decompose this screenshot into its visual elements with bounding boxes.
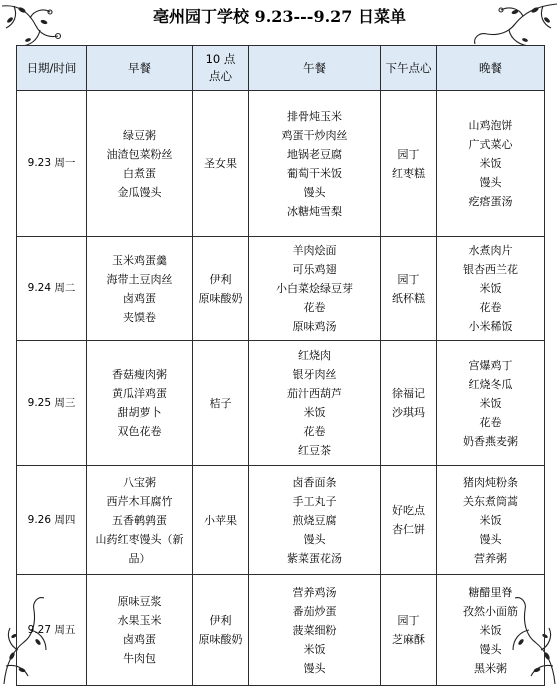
lunch-item: 花卷 [303, 301, 326, 314]
dinner-item: 馒头 [479, 532, 502, 546]
page-title: 亳州园丁学校 9.23---9.27 日菜单 [152, 7, 406, 26]
afternoon-snack-item: 芝麻酥 [392, 633, 425, 646]
header-morning-snack-line1: 10 点 [205, 52, 236, 66]
lunch-item: 米饭 [303, 642, 326, 656]
header-lunch: 午餐 [249, 46, 381, 91]
lunch-item: 营养鸡汤 [292, 585, 337, 599]
afternoon-snack-item: 沙琪玛 [392, 406, 425, 419]
dinner-item: 米饭 [479, 623, 502, 637]
lunch-item: 卤香面条 [292, 475, 337, 489]
afternoon-snack-cell [381, 575, 437, 686]
day-cell: 9.23 周一 [17, 91, 87, 237]
lunch-item: 鸡蛋干炒肉丝 [281, 128, 348, 142]
dinner-item: 米饭 [479, 157, 502, 170]
header-row [17, 46, 545, 91]
breakfast-item: 玉米鸡蛋羹 [112, 253, 167, 267]
breakfast-cell [87, 466, 193, 575]
breakfast-item: 双色花卷 [117, 425, 162, 438]
lunch-cell [249, 237, 381, 341]
lunch-item: 红烧肉 [298, 349, 331, 362]
dinner-item: 水煮肉片 [468, 244, 513, 257]
dinner-item: 馒头 [479, 642, 502, 656]
dinner-item: 糖醋里脊 [468, 585, 513, 599]
lunch-item: 可乐鸡翅 [292, 263, 337, 276]
morning-snack-cell [193, 466, 249, 575]
header-afternoon-snack: 下午点心 [381, 46, 437, 91]
menu-row [17, 466, 545, 575]
lunch-item: 煎烧豆腐 [292, 513, 337, 527]
afternoon-snack-item: 杏仁饼 [392, 523, 425, 536]
breakfast-item: 八宝粥 [123, 475, 156, 489]
menu-row [17, 575, 545, 686]
dinner-item: 疙瘩蛋汤 [468, 195, 513, 208]
breakfast-item: 海带土豆肉丝 [106, 272, 173, 286]
lunch-item: 馒头 [303, 532, 326, 546]
menu-row [17, 237, 545, 341]
lunch-cell [249, 575, 381, 686]
lunch-item: 馒头 [303, 661, 326, 675]
menu-row [17, 341, 545, 466]
dinner-item: 花卷 [479, 301, 502, 314]
lunch-item: 馒头 [303, 185, 326, 199]
breakfast-item: 金瓜馒头 [117, 185, 162, 199]
dinner-item: 花卷 [479, 415, 502, 429]
dinner-item: 关东煮筒蒿 [463, 494, 518, 508]
dinner-item: 山鸡泡饼 [468, 119, 513, 132]
breakfast-item: 黄瓜洋鸡蛋 [112, 387, 167, 400]
day-cell: 9.24 周二 [17, 237, 87, 341]
afternoon-snack-cell [381, 466, 437, 575]
dinner-item: 米饭 [479, 513, 502, 527]
morning-snack-item: 桔子 [209, 396, 232, 410]
morning-snack-item: 圣女果 [204, 157, 237, 170]
dinner-cell [437, 237, 545, 341]
breakfast-cell [87, 575, 193, 686]
breakfast-cell [87, 237, 193, 341]
dinner-cell [437, 341, 545, 466]
lunch-item: 紫菜蛋花汤 [287, 551, 342, 565]
morning-snack-cell [193, 91, 249, 237]
breakfast-item: 品） [128, 551, 151, 565]
dinner-item: 广式菜心 [468, 138, 513, 151]
morning-snack-item: 原味酸奶 [198, 291, 243, 305]
day-cell: 9.27 周五 [17, 575, 87, 686]
header-breakfast: 早餐 [87, 46, 193, 91]
dinner-item: 馒头 [479, 176, 502, 189]
lunch-cell [249, 91, 381, 237]
lunch-item: 番茄炒蛋 [292, 604, 337, 618]
lunch-item: 银牙肉丝 [292, 368, 337, 381]
header-dinner: 晚餐 [437, 46, 545, 91]
morning-snack-item: 伊利 [209, 614, 232, 627]
day-cell: 9.25 周三 [17, 341, 87, 466]
dinner-item: 米饭 [479, 282, 502, 295]
breakfast-item: 夹馍卷 [123, 310, 156, 324]
lunch-item: 排骨炖玉米 [287, 109, 342, 123]
breakfast-cell [87, 341, 193, 466]
afternoon-snack-item: 纸杯糕 [392, 291, 425, 305]
dinner-item: 黑米粥 [474, 661, 507, 675]
lunch-item: 葡萄干米饭 [287, 166, 342, 180]
morning-snack-cell [193, 341, 249, 466]
lunch-item: 花卷 [303, 425, 326, 438]
dinner-item: 小米稀饭 [468, 320, 513, 333]
lunch-item: 红豆茶 [298, 444, 331, 457]
breakfast-item: 西芹木耳腐竹 [106, 494, 173, 508]
dinner-item: 奶香燕麦粥 [463, 434, 518, 448]
lunch-item: 手工丸子 [292, 494, 337, 508]
day-cell: 9.26 周四 [17, 466, 87, 575]
lunch-item: 菠菜细粉 [292, 623, 337, 637]
morning-snack-item: 原味酸奶 [198, 633, 243, 646]
dinner-item: 红烧冬瓜 [468, 377, 513, 391]
menu-body [17, 91, 545, 686]
dinner-item: 猪肉炖粉条 [463, 475, 518, 489]
afternoon-snack-cell [381, 341, 437, 466]
breakfast-item: 山药红枣馒头（新 [95, 532, 184, 546]
breakfast-item: 卤鸡蛋 [123, 291, 156, 305]
dinner-item: 营养粥 [474, 551, 507, 565]
lunch-cell [249, 341, 381, 466]
afternoon-snack-item: 好吃点 [392, 504, 425, 517]
morning-snack-cell [193, 237, 249, 341]
header-morning-snack-line2: 点心 [209, 69, 232, 83]
menu-table [16, 45, 545, 686]
morning-snack-item: 小苹果 [204, 513, 237, 527]
afternoon-snack-cell [381, 91, 437, 237]
afternoon-snack-item: 园丁 [397, 272, 420, 286]
breakfast-item: 甜胡萝卜 [117, 406, 162, 419]
dinner-item: 宫爆鸡丁 [468, 358, 513, 372]
breakfast-item: 原味豆浆 [117, 595, 162, 608]
breakfast-item: 牛肉包 [123, 652, 156, 665]
lunch-item: 米饭 [303, 406, 326, 419]
breakfast-item: 油渣包菜粉丝 [106, 147, 173, 161]
header-morning-snack [193, 46, 249, 91]
afternoon-snack-cell [381, 237, 437, 341]
afternoon-snack-item: 徐福记 [392, 387, 425, 400]
lunch-item: 茄汁西葫芦 [287, 387, 342, 400]
morning-snack-item: 伊利 [209, 272, 232, 286]
breakfast-item: 五香鹌鹑蛋 [112, 513, 167, 527]
morning-snack-cell [193, 575, 249, 686]
breakfast-item: 香菇瘦肉粥 [112, 368, 167, 381]
afternoon-snack-item: 园丁 [397, 614, 420, 627]
dinner-cell [437, 466, 545, 575]
lunch-cell [249, 466, 381, 575]
breakfast-item: 绿豆粥 [123, 128, 156, 142]
dinner-cell [437, 575, 545, 686]
dinner-item: 米饭 [479, 396, 502, 410]
dinner-cell [437, 91, 545, 237]
breakfast-item: 白煮蛋 [123, 166, 156, 180]
breakfast-cell [87, 91, 193, 237]
header-date: 日期/时间 [17, 46, 87, 91]
dinner-item: 银杏西兰花 [463, 263, 518, 276]
lunch-item: 地锅老豆腐 [287, 147, 342, 161]
lunch-item: 小白菜烩绿豆芽 [276, 282, 353, 295]
breakfast-item: 卤鸡蛋 [123, 633, 156, 646]
afternoon-snack-item: 园丁 [397, 147, 420, 161]
lunch-item: 冰糖炖雪梨 [287, 204, 342, 218]
dinner-item: 孜然小面筋 [463, 604, 518, 618]
lunch-item: 原味鸡汤 [292, 320, 337, 333]
lunch-item: 羊肉烩面 [292, 244, 337, 257]
breakfast-item: 水果玉米 [117, 614, 162, 627]
menu-row [17, 91, 545, 237]
afternoon-snack-item: 红枣糕 [392, 166, 425, 180]
